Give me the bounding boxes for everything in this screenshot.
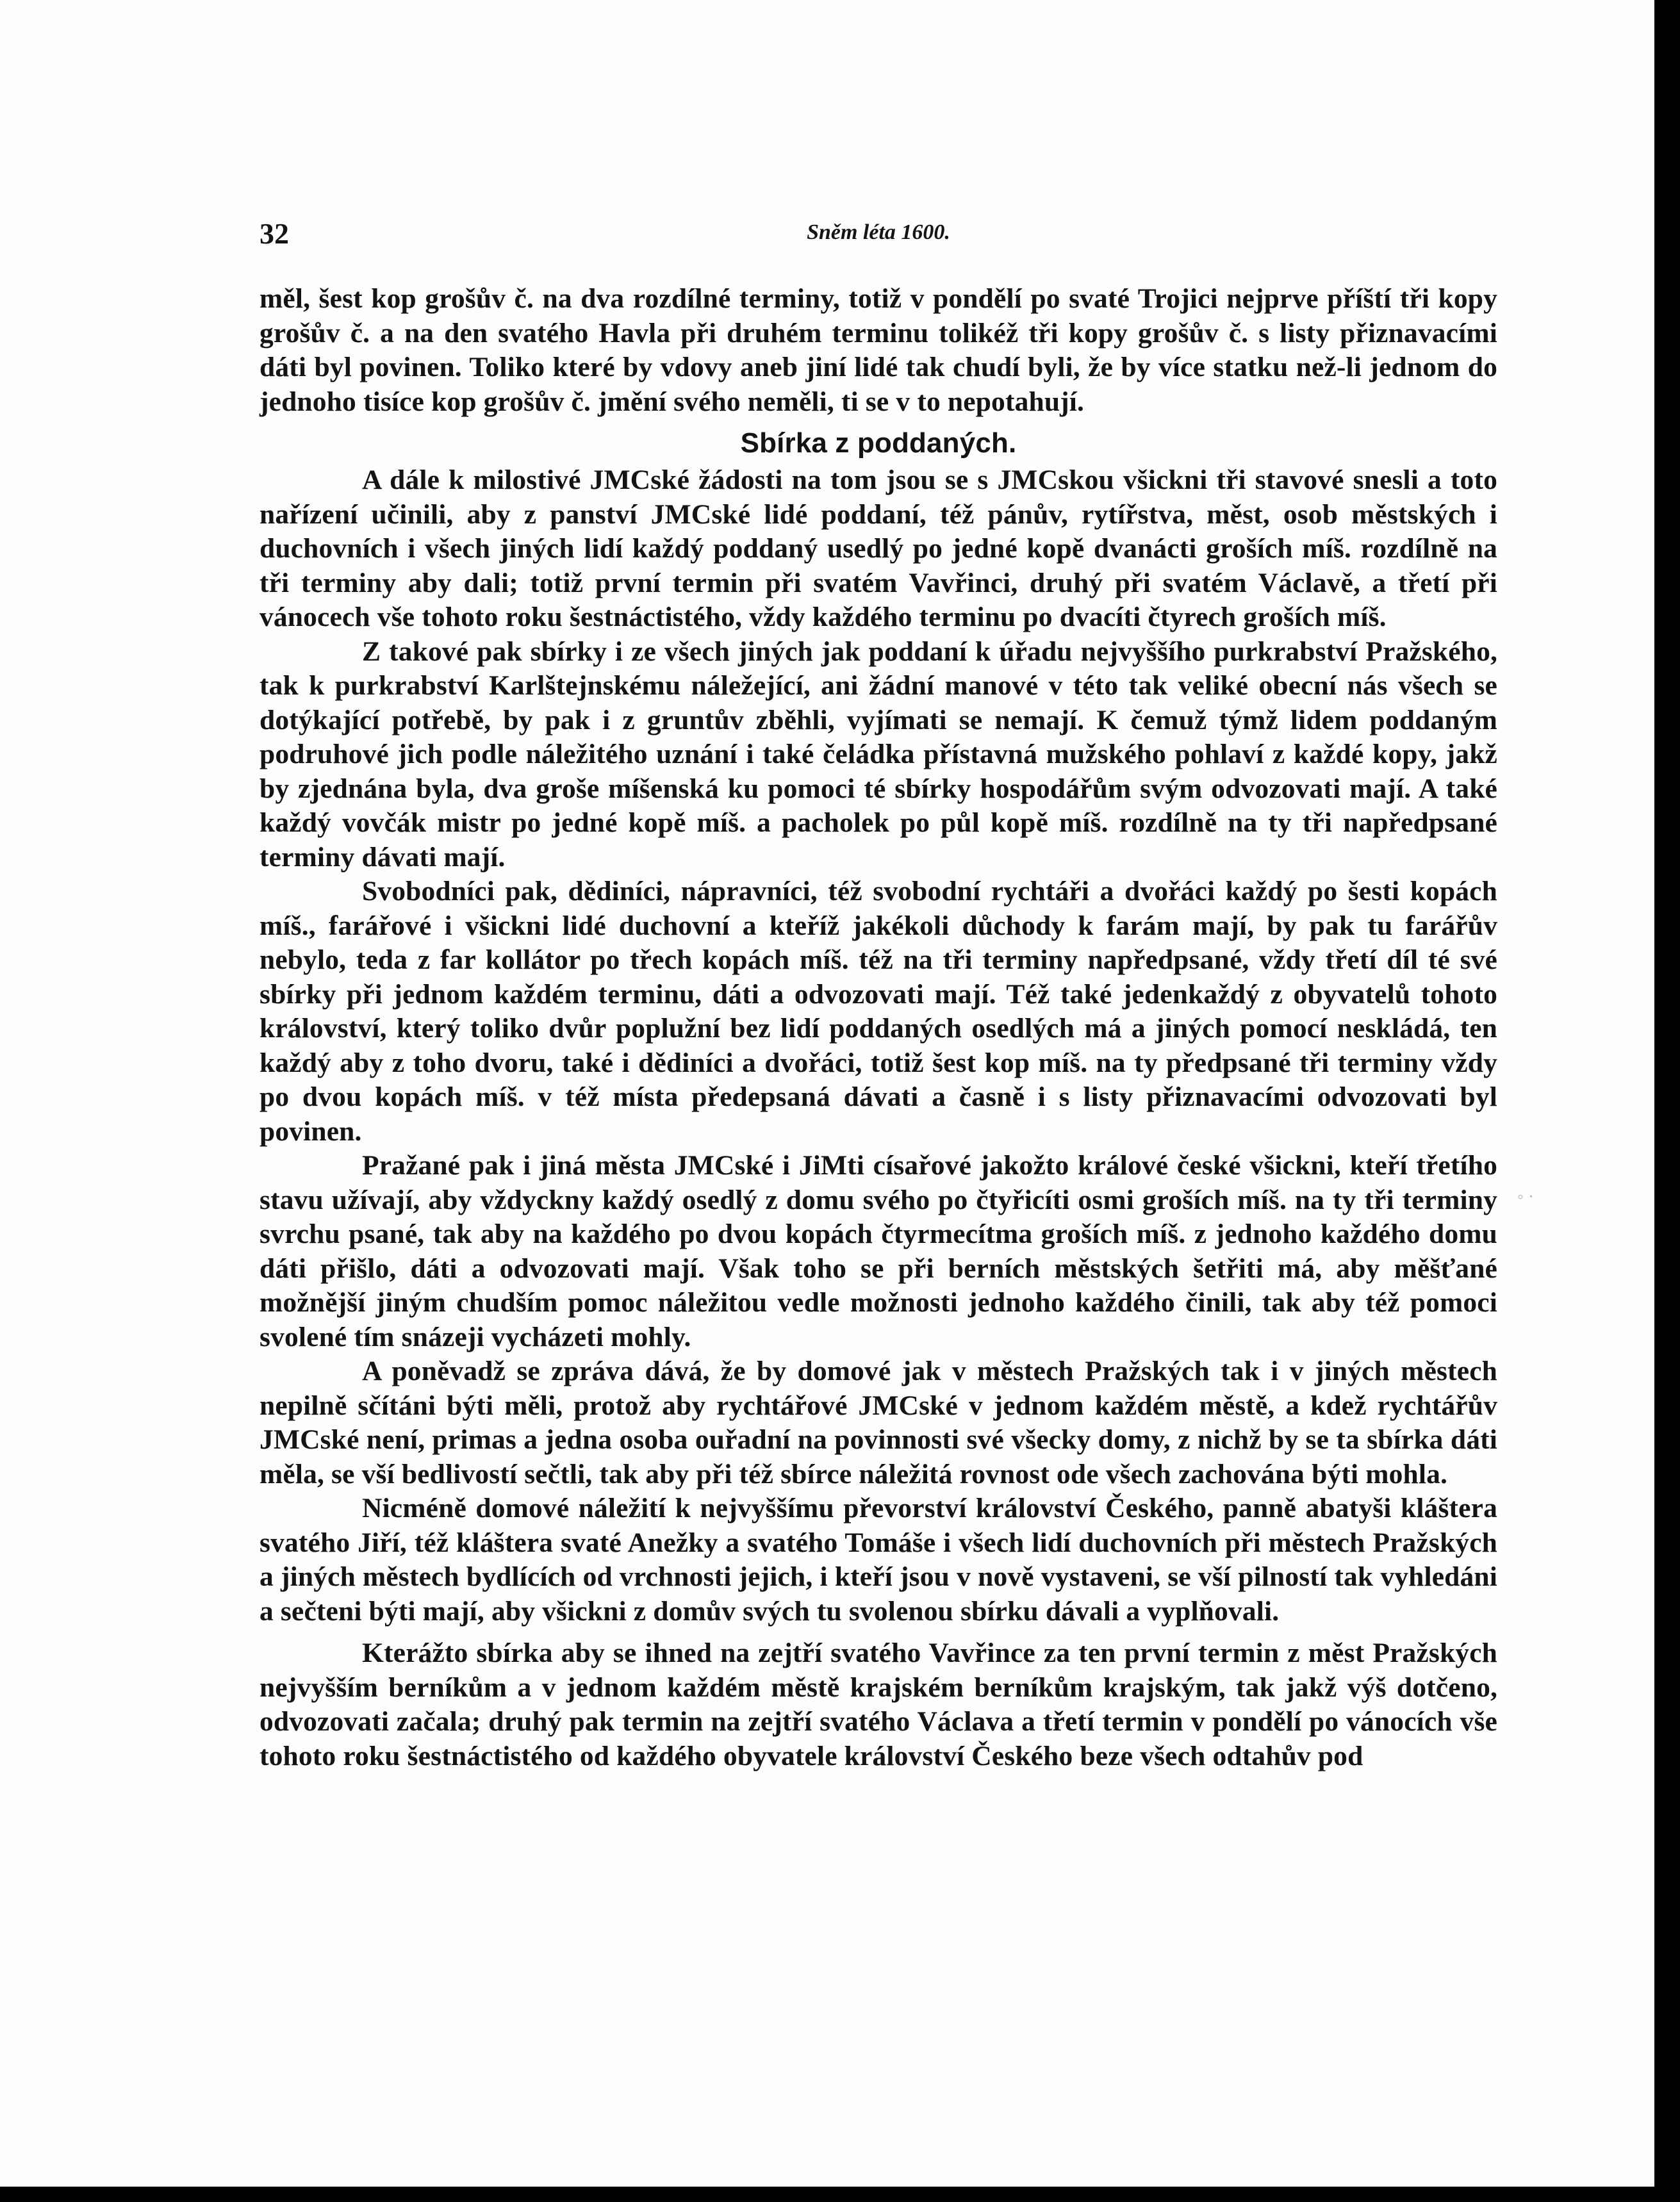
paragraph-4: Svobodníci pak, dědiníci, nápravníci, též svobodní rychtáři a dvořáci každý po šesti kopách míš., farářové i všickni lidé duchovní a kteříž jakékoli důchody k farám mají, by pak tu farářův nebylo, teda z far kollátor po třech kopách míš. též na tři terminy napředpsané, vždy třetí díl té své sbírky při jednom každém terminu, dáti a odvozovati mají. Též také jedenkaždý z obyvatelů tohoto království, který toliko dvůr poplužní bez lidí poddaných osedlých má a jiných pomocí neskládá, ten každý aby z toho dvoru, také i dědiníci a dvořáci, totiž šest kop míš. na ty předpsané tři terminy vždy po dvou kopách míš. v též místa předepsaná dávati a časně i s listy přiznavacími odvozovati byl povinen.: [259, 876, 1497, 1147]
page-number: 32: [259, 217, 289, 250]
paragraph-3: Z takové pak sbírky i ze všech jiných jak poddaní k úřadu nejvyššího purkrabství Pražského, tak k purkrabství Karlštejnskému náležející, ani žádní manové v této tak veliké obecní nás všech se dotýkající potřebě, by pak i z gruntův zběhli, vyjímati se nemají. K čemuž týmž lidem poddaným podruhové jich podle náležitého uznání i také čeládka přístavná mužského pohlaví z každé kopy, jakž by zjednána byla, dva groše míšenská ku pomoci té sbírky hospodářům svým odvozovati mají. A také každý vovčák mistr po jedné kopě míš. a pacholek po půl kopě míš. rozdílně na ty tři napředpsané terminy dávati mají.: [259, 636, 1497, 873]
margin-mark: ◦ ·: [1517, 1187, 1535, 1207]
paragraph-2: A dále k milostivé JMCské žádosti na tom jsou se s JMCskou všickni tři stavové snesli a toto nařízení učinili, aby z panství JMCské lidé poddaní, též pánův, rytířstva, měst, osob městských i duchovních i všech jiných lidí každý poddaný usedlý po jedné kopě dvanácti groších míš. rozdílně na tři terminy aby dali; totiž první termin při svatém Vavřinci, druhý při svatém Václavě, a třetí při vánocech vše tohoto roku šestnáctistého, vždy každého terminu po dvacíti čtyrech groších míš.: [259, 464, 1497, 632]
paragraph-6: A poněvadž se zpráva dává, že by domové jak v městech Pražských tak i v jiných městech nepilně sčítáni býti měli, protož aby rychtářové JMCské v jednom každém městě, a kdež rychtářův JMCské není, primas a jedna osoba ouřadní na povinnosti své všecky domy, z nichž by se ta sbírka dáti měla, se vší bedlivostí sečtli, tak aby při též sbírce náležitá rovnost ode všech zachována býti mohla.: [259, 1356, 1497, 1490]
scan-edge-bottom: [0, 2187, 1680, 2202]
paragraph-1: měl, šest kop grošův č. na dva rozdílné terminy, totiž v pondělí po svaté Trojici nejprve příští tři kopy grošův č. a na den svatého Havla při druhém terminu tolikéž tři kopy grošův č. s listy přiznavacími dáti byl povinen. Toliko které by vdovy aneb jiní lidé tak chudí byli, že by více statku než-li jednom do jednoho tisíce kop grošův č. jmění svého neměli, ti se v to nepotahují.: [259, 283, 1497, 417]
paragraph-8: Kterážto sbírka aby se ihned na zejtří svatého Vavřince za ten první termin z měst Pražských nejvyšším berníkům a v jednom každém městě krajském berníkům krajským, tak jakž výš dotčeno, odvozovati začala; druhý pak termin na zejtří svatého Václava a třetí termin v pondělí po vánocích vše tohoto roku šestnáctistého od každého obyvatele království Českého beze všech odtahův pod: [259, 1638, 1497, 1771]
paragraph-7: Nicméně domové náležití k nejvyššímu převorství království Českého, panně abatyši kláštera svatého Jiří, též kláštera svaté Anežky a svatého Tomáše i všech lidí duchovních při městech Pražských a jiných městech bydlících od vrchnosti jejich, i kteří jsou v nově vystaveni, se vší pilností tak vyhledáni a sečteni býti mají, aby všickni z domův svých tu svolenou sbírku dávali a vyplňovali.: [259, 1493, 1497, 1627]
scan-edge-right: [1654, 0, 1680, 2202]
section-heading: Sbírka z poddaných.: [740, 427, 1017, 459]
paragraph-5: Pražané pak i jiná města JMCské i JiMti císařové jakožto králové české všickni, kteří třetího stavu užívají, aby vždyckny každý osedlý z domu svého po čtyřicíti osmi groších míš. na ty tři terminy svrchu psané, tak aby na každého po dvou kopách čtyrmecítma groších míš. z jednoho každého domu dáti přišlo, dáti a odvozovati mají. Však toho se při berních městských šetřiti má, aby měšťané možnější jiným chudším pomoc náležitou vedle možnosti jednoho každého činili, tak aby též pomoci svolené tím snázeji vycházeti mohly.: [259, 1150, 1497, 1352]
running-title: Sněm léta 1600.: [807, 220, 950, 244]
page-body: [259, 282, 1497, 1773]
page-header: [259, 217, 1497, 255]
